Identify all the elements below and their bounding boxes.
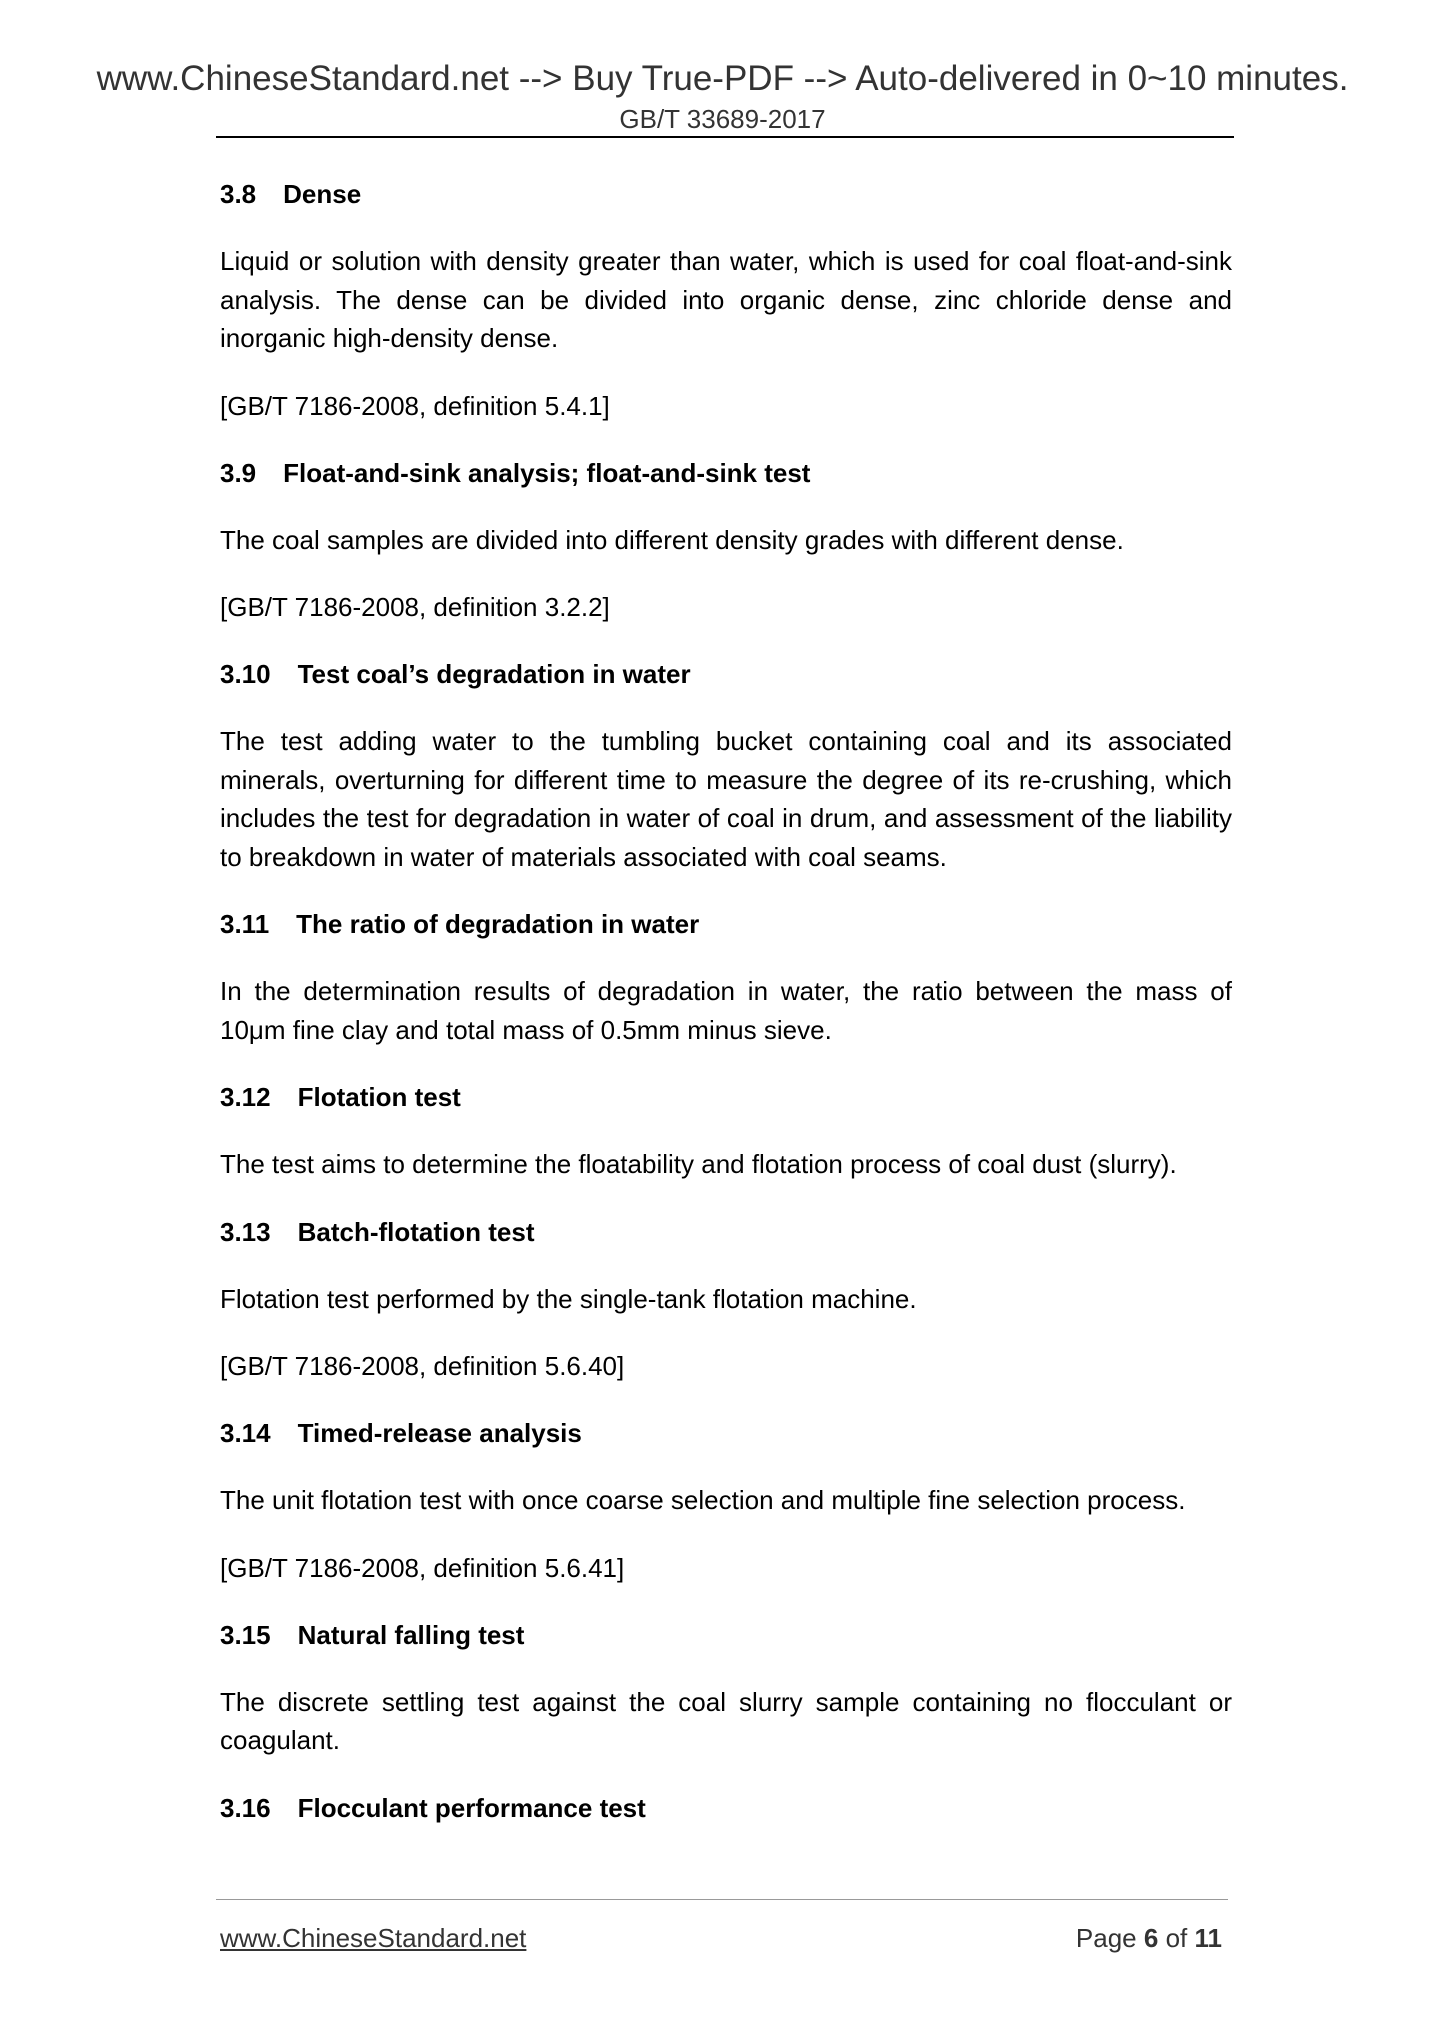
section-heading-3-9 xyxy=(220,454,1232,492)
document-body xyxy=(220,175,1232,1856)
section-body: Flotation test performed by the single-tank flotation machine. xyxy=(220,1283,917,1314)
section-number: 3.9 xyxy=(220,457,257,488)
header-divider xyxy=(216,136,1234,138)
footer-divider xyxy=(216,1899,1228,1900)
section-number: 3.16 xyxy=(220,1792,271,1823)
section-heading-3-10 xyxy=(220,655,1232,693)
section-title: Test coal’s degradation in water xyxy=(297,659,691,689)
current-page: 6 xyxy=(1143,1923,1159,1953)
section-number: 3.12 xyxy=(220,1082,271,1112)
section-title: Batch-flotation test xyxy=(297,1216,535,1247)
section-number: 3.10 xyxy=(220,659,271,689)
total-pages: 11 xyxy=(1194,1923,1222,1953)
section-reference: [GB/T 7186-2008, definition 5.6.40] xyxy=(220,1351,625,1381)
section-number: 3.8 xyxy=(220,179,257,209)
standard-id: GB/T 33689-2017 xyxy=(619,104,826,134)
page-prefix: Page xyxy=(1075,1923,1137,1953)
section-body: The test adding water to the tumbling bucket containing coal and its associated minerals, overturning for different time to measure the degree of its re-crushing, which includes the test for degradation in water of coal in drum, and assessment of the liability to breakdown in water of materials associated with coal seams. xyxy=(220,726,1232,872)
site-banner: www.ChineseStandard.net --> Buy True-PDF --> Auto-delivered in 0~10 minutes. xyxy=(96,59,1349,98)
section-heading-3-14 xyxy=(220,1414,1232,1452)
section-title: Natural falling test xyxy=(297,1619,525,1650)
section-title: Float-and-sink analysis; float-and-sink test xyxy=(283,457,811,488)
section-body: The test aims to determine the floatability and flotation process of coal dust (slurry). xyxy=(220,1149,1177,1179)
page-indicator xyxy=(1076,1922,1222,1954)
section-title: Flotation test xyxy=(297,1082,461,1112)
section-number: 3.15 xyxy=(220,1619,271,1650)
section-number: 3.13 xyxy=(220,1216,271,1247)
section-heading-3-16 xyxy=(220,1789,1232,1827)
section-number: 3.14 xyxy=(220,1418,271,1448)
section-body: In the determination results of degradation in water, the ratio between the mass of 10μm fine clay and total mass of 0.5mm minus sieve. xyxy=(220,976,1232,1045)
section-heading-3-8 xyxy=(220,175,1232,213)
page-of: of xyxy=(1165,1923,1188,1953)
section-title: Flocculant performance test xyxy=(297,1792,646,1823)
section-heading-3-12 xyxy=(220,1078,1232,1116)
section-body: The coal samples are divided into different density grades with different dense. xyxy=(220,524,1124,555)
section-heading-3-11 xyxy=(220,905,1232,943)
section-title: The ratio of degradation in water xyxy=(296,909,700,939)
section-reference: [GB/T 7186-2008, definition 5.6.41] xyxy=(220,1552,625,1583)
section-heading-3-15 xyxy=(220,1616,1232,1654)
section-body: Liquid or solution with density greater than water, which is used for coal float-and-sink analysis. The dense can be divided into organic dense, zinc chloride dense and inorganic high-density dense. xyxy=(220,246,1232,353)
section-number: 3.11 xyxy=(220,909,270,939)
section-body: The unit flotation test with once coarse selection and multiple fine selection process. xyxy=(220,1485,1186,1515)
section-title: Timed-release analysis xyxy=(297,1418,582,1448)
section-title: Dense xyxy=(283,179,362,209)
section-body: The discrete settling test against the coal slurry sample containing no flocculant or coagulant. xyxy=(220,1686,1232,1755)
section-heading-3-13 xyxy=(220,1213,1232,1251)
section-reference: [GB/T 7186-2008, definition 3.2.2] xyxy=(220,592,610,622)
section-reference: [GB/T 7186-2008, definition 5.4.1] xyxy=(220,390,610,421)
footer-site-link[interactable]: www.ChineseStandard.net xyxy=(220,1923,527,1953)
